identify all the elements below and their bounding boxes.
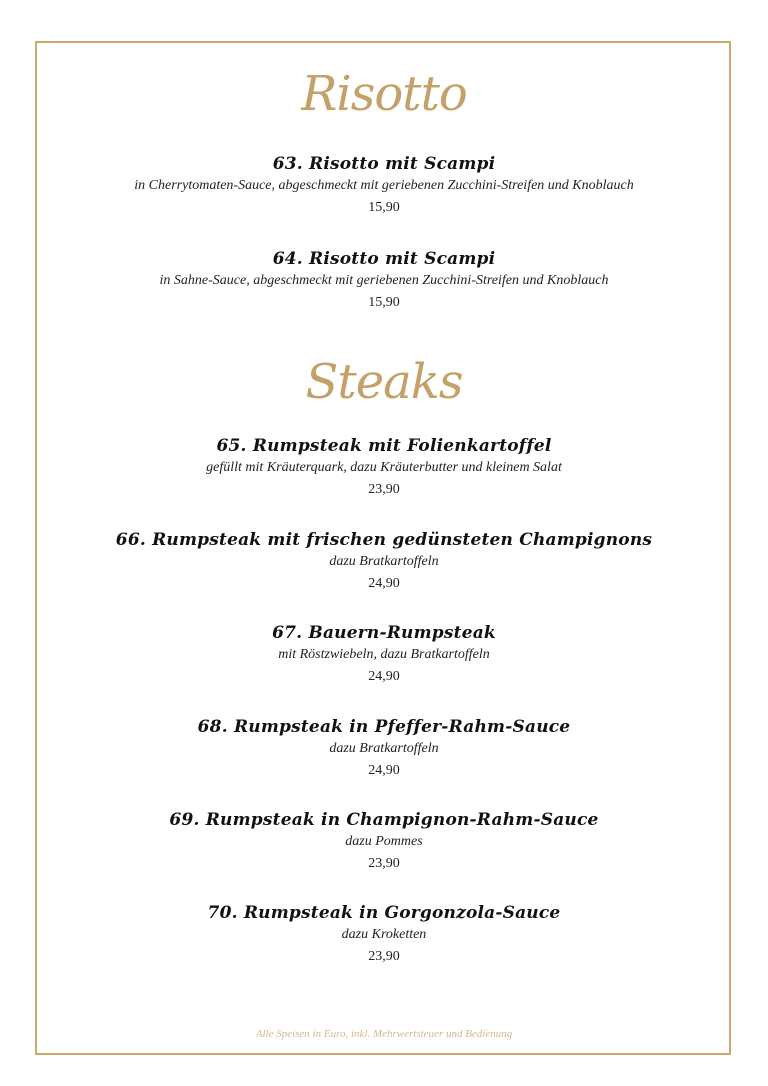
section-title-risotto: Risotto	[301, 66, 467, 122]
menu-item-name: 66. Rumpsteak mit frischen gedünsteten Champignons	[115, 530, 653, 550]
menu-item-price: 23,90	[368, 482, 400, 497]
menu-item	[0, 622, 768, 688]
menu-item-name: 70. Rumpsteak in Gorgonzola-Sauce	[207, 903, 561, 923]
menu-item-name: 67. Bauern-Rumpsteak	[272, 623, 496, 643]
menu-item-name: 65. Rumpsteak mit Folienkartoffel	[216, 436, 552, 456]
menu-item-description: mit Röstzwiebeln, dazu Bratkartoffeln	[278, 647, 490, 662]
menu-item	[0, 716, 768, 782]
footer-note: Alle Speisen in Euro, inkl. Mehrwertsteuer und Bedienung	[255, 1028, 513, 1040]
menu-item-description: in Sahne-Sauce, abgeschmeckt mit geriebenen Zucchini-Streifen und Knoblauch	[159, 273, 609, 288]
menu-item-description: dazu Kroketten	[341, 927, 427, 942]
menu-item	[0, 435, 768, 501]
menu-item-price: 24,90	[368, 669, 400, 684]
menu-item-description: dazu Pommes	[345, 834, 423, 849]
menu-item-name: 68. Rumpsteak in Pfeffer-Rahm-Sauce	[197, 717, 571, 737]
section-title-steaks: Steaks	[305, 354, 463, 410]
menu-item	[0, 248, 768, 314]
menu-item	[0, 153, 768, 219]
menu-item-name: 64. Risotto mit Scampi	[272, 249, 496, 269]
menu-item	[0, 529, 768, 595]
menu-item-description: in Cherrytomaten-Sauce, abgeschmeckt mit geriebenen Zucchini-Streifen und Knoblauch	[134, 178, 634, 193]
menu-item-name: 69. Rumpsteak in Champignon-Rahm-Sauce	[169, 810, 599, 830]
menu-item	[0, 902, 768, 968]
menu-item-description: dazu Bratkartoffeln	[329, 554, 439, 569]
menu-item-price: 23,90	[368, 856, 400, 871]
menu-item-price: 24,90	[368, 763, 400, 778]
menu-item-name: 63. Risotto mit Scampi	[272, 154, 496, 174]
menu-item-price: 15,90	[368, 295, 400, 310]
menu-item	[0, 809, 768, 875]
menu-item-price: 15,90	[368, 200, 400, 215]
menu-item-price: 23,90	[368, 949, 400, 964]
menu-item-description: gefüllt mit Kräuterquark, dazu Kräuterbutter und kleinem Salat	[206, 460, 562, 475]
menu-item-description: dazu Bratkartoffeln	[329, 741, 439, 756]
menu-item-price: 24,90	[368, 576, 400, 591]
